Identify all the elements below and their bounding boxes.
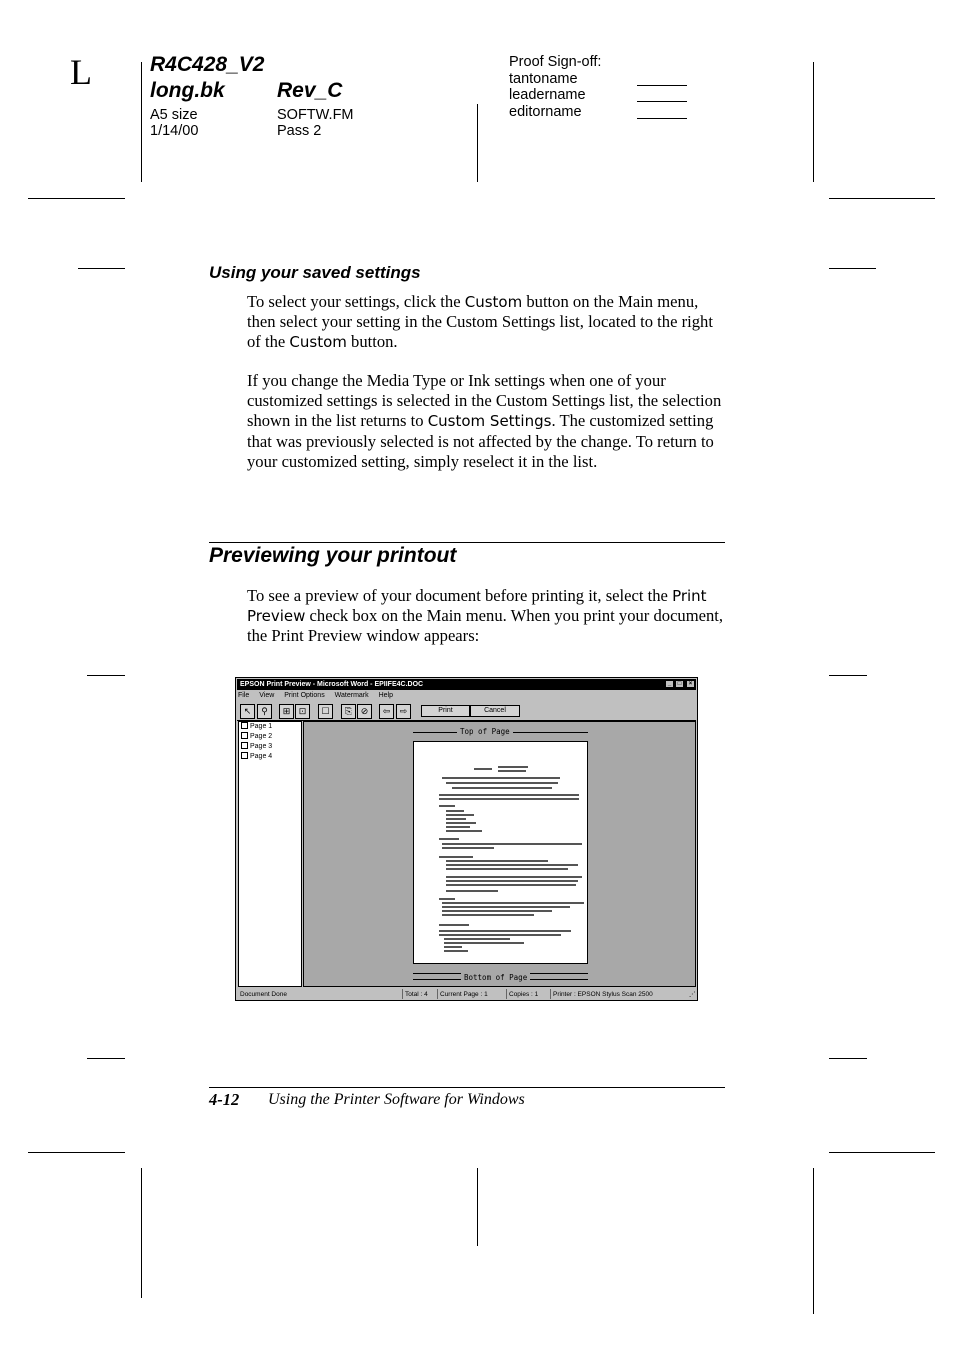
preview-text xyxy=(439,924,469,926)
page-list-pane xyxy=(238,721,302,987)
zoom-icon[interactable]: ⚲ xyxy=(257,704,272,719)
ui-term: Print Preview xyxy=(247,587,707,626)
menu-view[interactable]: View xyxy=(259,692,275,699)
footer-title: Using the Printer Software for Windows xyxy=(268,1091,525,1108)
ui-term: Custom xyxy=(464,293,523,311)
cancel-button[interactable]: Cancel xyxy=(470,705,520,717)
preview-text xyxy=(442,902,584,904)
status-bar xyxy=(237,989,696,1000)
crop-mark xyxy=(141,1168,142,1298)
preview-text xyxy=(446,814,474,816)
paragraph xyxy=(247,586,725,647)
resize-grip-icon[interactable]: ⋰ xyxy=(689,991,696,998)
preview-text xyxy=(444,946,462,948)
crop-mark xyxy=(78,268,125,269)
preview-text xyxy=(442,843,582,845)
preview-text xyxy=(446,876,582,878)
preview-pane xyxy=(303,721,696,987)
preview-page xyxy=(413,741,588,964)
page-item-label: Page 1 xyxy=(250,723,273,730)
crop-mark xyxy=(829,198,935,199)
preview-text xyxy=(444,938,510,940)
crop-mark xyxy=(28,198,125,199)
preview-text xyxy=(498,766,528,768)
signoff-line xyxy=(637,118,687,119)
signoff-name: leadername xyxy=(509,87,586,103)
remove-page-icon[interactable]: ⊘ xyxy=(357,704,372,719)
preview-text xyxy=(498,770,526,772)
preview-text xyxy=(442,910,552,912)
crop-mark xyxy=(813,1168,814,1314)
revision: Rev_C xyxy=(277,79,343,102)
section-heading: Previewing your printout xyxy=(209,544,457,567)
minimize-button[interactable]: _ xyxy=(665,680,674,688)
preview-text xyxy=(442,906,570,908)
section-heading: Using your saved settings xyxy=(209,263,421,282)
crop-mark xyxy=(87,1058,125,1059)
status-message: Document Done xyxy=(240,991,287,998)
preview-text xyxy=(446,782,558,784)
page-list-item[interactable] xyxy=(239,742,301,752)
crop-mark xyxy=(28,1152,125,1153)
preview-text xyxy=(446,890,498,892)
text-run: button. xyxy=(346,332,398,352)
page-icon xyxy=(241,742,248,749)
menu-file[interactable]: File xyxy=(238,692,250,699)
bottom-of-page-label: Bottom of Page xyxy=(461,973,530,982)
crop-mark xyxy=(477,104,478,182)
page-item-label: Page 4 xyxy=(250,753,273,760)
toolbar xyxy=(238,703,695,720)
window-title-bar xyxy=(237,679,696,690)
status-printer: Printer : EPSON Stylus Scan 2500 xyxy=(550,989,653,999)
paragraph xyxy=(247,292,725,353)
text-run: button on the Main menu, then select your setting in the Custom Settings list, located to the right of the xyxy=(247,292,713,352)
page-list-item[interactable] xyxy=(239,732,301,742)
status-current-page: Current Page : 1 xyxy=(437,989,488,999)
print-preview-window xyxy=(235,677,698,1001)
crop-mark xyxy=(829,1058,867,1059)
page-icon xyxy=(241,722,248,729)
crop-mark xyxy=(141,62,142,182)
signoff-line xyxy=(637,85,687,86)
pointer-icon[interactable]: ↖ xyxy=(240,704,255,719)
close-button[interactable]: × xyxy=(686,680,695,688)
text-run: . The customized setting that was previously selected is not affected by the change. To return to your customized setting, simply reselect it in the list. xyxy=(247,411,714,471)
preview-text xyxy=(446,822,476,824)
signoff-line xyxy=(637,101,687,102)
arrow-left-icon[interactable]: ⇦ xyxy=(379,704,394,719)
preview-text xyxy=(439,898,455,900)
menu-bar xyxy=(238,691,401,701)
preview-text xyxy=(446,860,548,862)
crop-mark xyxy=(813,62,814,182)
maximize-button[interactable]: □ xyxy=(675,680,684,688)
preview-text xyxy=(446,864,578,866)
page-list-item[interactable] xyxy=(239,752,301,762)
preview-text xyxy=(446,830,482,832)
preview-text xyxy=(444,942,524,944)
crop-mark xyxy=(477,1168,478,1246)
page-icon xyxy=(241,732,248,739)
ui-term: Custom Settings xyxy=(427,412,552,431)
book-name: long.bk xyxy=(150,79,225,102)
preview-text xyxy=(442,777,560,779)
text-run: To see a preview of your document before printing it, select the xyxy=(247,586,673,605)
menu-help[interactable]: Help xyxy=(378,692,393,699)
preview-text xyxy=(442,847,494,849)
top-of-page-label: Top of Page xyxy=(457,727,513,736)
crop-mark xyxy=(829,1152,935,1153)
preview-text xyxy=(439,856,473,858)
preview-text xyxy=(439,934,561,936)
page-item-label: Page 2 xyxy=(250,733,273,740)
print-button[interactable]: Print xyxy=(421,705,470,717)
footer-rule xyxy=(209,1087,725,1088)
status-copies: Copies : 1 xyxy=(506,989,538,999)
preview-text xyxy=(444,950,468,952)
page-icon xyxy=(241,752,248,759)
status-total: Total : 4 xyxy=(402,989,428,999)
preview-text xyxy=(446,826,470,828)
crop-mark xyxy=(87,675,125,676)
preview-text xyxy=(439,838,459,840)
arrow-right-icon[interactable]: ⇨ xyxy=(396,704,411,719)
preview-text xyxy=(446,818,466,820)
preview-text xyxy=(452,787,552,789)
preview-text xyxy=(439,805,455,807)
paragraph xyxy=(247,371,725,472)
preview-text xyxy=(446,880,578,882)
preview-text xyxy=(439,798,579,800)
window-title: EPSON Print Preview - Microsoft Word - EPIIFE4C.DOC xyxy=(240,681,424,688)
doc-code: R4C428_V2 xyxy=(150,53,265,76)
page-list-item[interactable] xyxy=(239,722,301,732)
file-name: SOFTW.FM xyxy=(277,107,354,123)
pass-number: Pass 2 xyxy=(277,123,322,139)
menu-print-options[interactable]: Print Options xyxy=(284,692,325,699)
proof-signoff-title: Proof Sign-off: xyxy=(509,54,602,70)
zoom-page-icon[interactable]: ⊡ xyxy=(295,704,310,719)
preview-text xyxy=(442,914,534,916)
crop-mark xyxy=(829,268,876,269)
fit-page-icon[interactable]: ⊞ xyxy=(279,704,294,719)
text-run: check box on the Main menu. When you print your document, the Print Preview window appears: xyxy=(247,606,724,646)
text-run: If you change the Media Type or Ink settings when one of your customized settings is selected in the Custom Settings list, the selection shown in the list returns to xyxy=(247,371,722,431)
preview-text xyxy=(439,794,579,796)
page-item-label: Page 3 xyxy=(250,743,273,750)
preview-text xyxy=(446,810,464,812)
signoff-name: tantoname xyxy=(509,71,578,87)
preview-text xyxy=(474,768,492,770)
page-side-letter: L xyxy=(70,52,92,92)
signoff-name: editorname xyxy=(509,104,582,120)
preview-text xyxy=(439,930,571,932)
page-icon[interactable]: ☐ xyxy=(318,704,333,719)
add-page-icon[interactable]: ⎘ xyxy=(341,704,356,719)
doc-date: 1/14/00 xyxy=(150,123,199,139)
preview-text xyxy=(446,884,576,886)
menu-watermark[interactable]: Watermark xyxy=(334,692,369,699)
ui-term: Custom xyxy=(289,333,347,352)
preview-text xyxy=(446,868,568,870)
page-number: 4-12 xyxy=(209,1090,240,1109)
text-run: To select your settings, click the xyxy=(247,292,465,311)
crop-mark xyxy=(829,675,867,676)
page-size: A5 size xyxy=(150,107,198,123)
